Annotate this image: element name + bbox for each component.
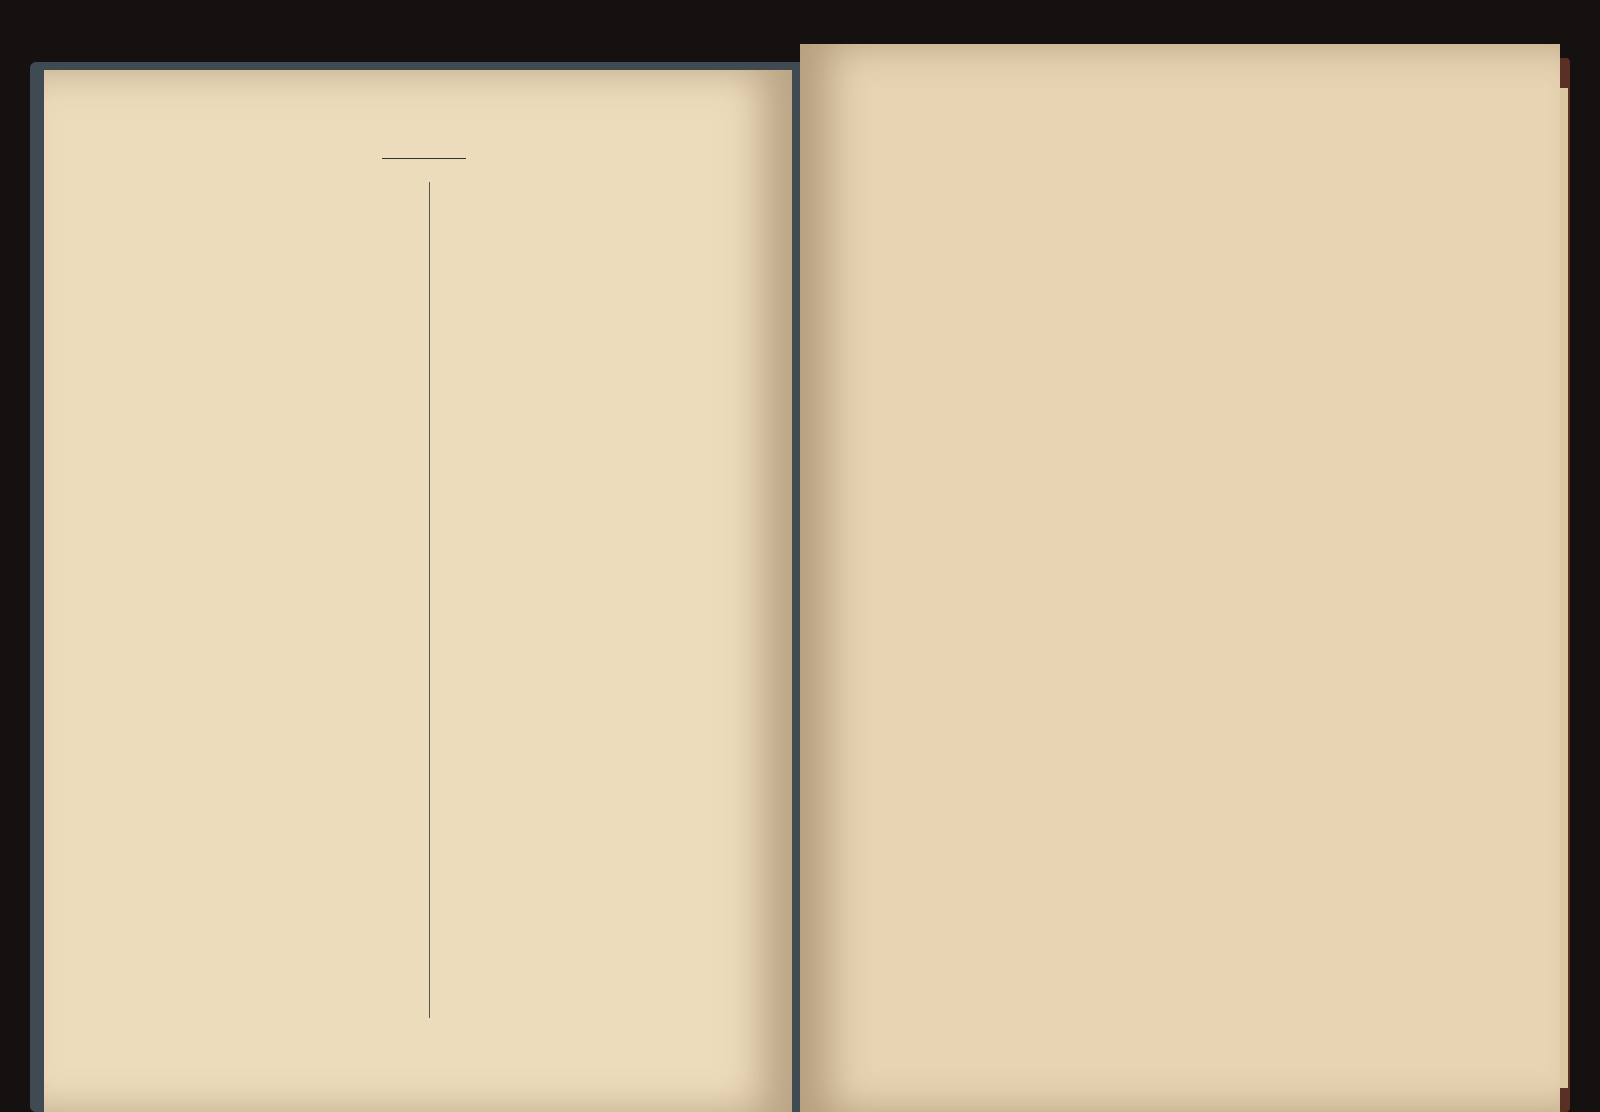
column-divider xyxy=(429,182,430,1018)
title-rule xyxy=(382,158,466,159)
contents-footer xyxy=(344,1021,356,1037)
sheet-music-page xyxy=(800,44,1560,1112)
contents-page xyxy=(44,70,792,1112)
music-staves xyxy=(800,44,1560,1112)
